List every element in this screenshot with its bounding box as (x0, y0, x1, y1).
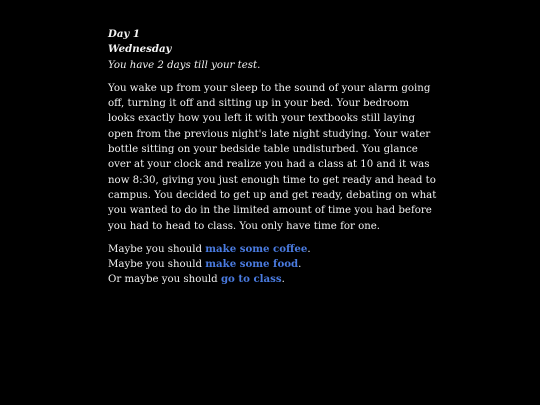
test-countdown: You have 2 days till your test. (108, 59, 261, 71)
story-paragraph: You wake up from your sleep to the sound of your alarm going off, turning it off and sitting up in your bed. Your bedroom looks exactly how you left it with your textbooks still laying open from the previous night's late night studying. Your water bottle sitting on your bedside table undisturbed. You glance over at your clock and realize you had a class at 10 and it was now 8:30, giving you just enough time to get ready and head to campus. You decided to get up and get ready, debating on what you wanted to do in the limited amount of time you had before you had to head to class. You only have time for one. (108, 82, 437, 232)
go-to-class-link[interactable]: go to class (220, 273, 282, 286)
choice-food (108, 257, 438, 272)
weekday-heading: Wednesday (108, 43, 172, 56)
choice-coffee-prefix: Maybe you should (108, 243, 206, 255)
make-coffee-link[interactable]: make some coffee (205, 242, 308, 255)
choice-class (108, 272, 438, 287)
day-heading: Day 1 (108, 28, 140, 40)
make-food-link[interactable]: make some food (205, 258, 299, 271)
choice-class-suffix: . (281, 274, 285, 286)
choice-coffee (108, 242, 438, 257)
story-passage (108, 27, 438, 288)
choice-coffee-suffix: . (307, 243, 311, 255)
choice-class-prefix: Or maybe you should (108, 274, 221, 286)
choice-food-suffix: . (298, 259, 302, 271)
choice-list (108, 242, 438, 288)
choice-food-prefix: Maybe you should (108, 259, 206, 271)
